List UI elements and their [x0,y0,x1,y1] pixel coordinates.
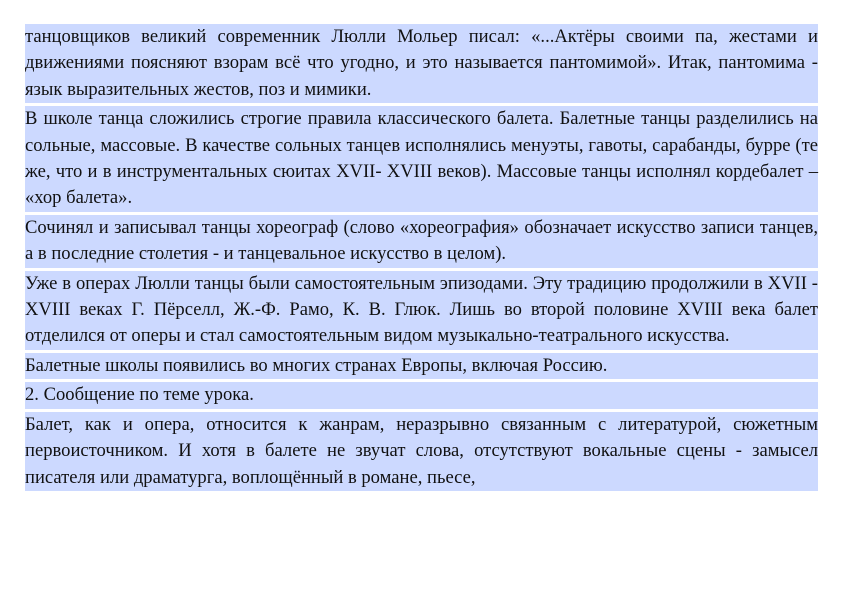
paragraph-lesson-topic: 2. Сообщение по теме урока. [25,382,818,408]
paragraph-ballet-schools: Балетные школы появились во многих странах Европы, включая Россию. [25,353,818,379]
paragraph-pantomime: танцовщиков великий современник Люлли Мольер писал: «...Актёры своими па, жестами и движениями поясняют взорам всё что угодно, и это называется пантомимой». Итак, пантомима - язык выразительных жестов, поз и мимики. [25,24,818,103]
paragraph-ballet-literature: Балет, как и опера, относится к жанрам, неразрывно связанным с литературой, сюжетным первоисточником. И хотя в балете не звучат слова, отсутствуют вокальные сцены - замысел писателя или драматурга, воплощённый в романе, пьесе, [25,412,818,491]
paragraph-opera-history: Уже в операх Люлли танцы были самостоятельным эпизодами. Эту традицию продолжили в XVII - XVIII веках Г. Пёрселл, Ж.-Ф. Рамо, К. В. Глюк. Лишь во второй половине XVIII века балет отделился от оперы и стал самостоятельным видом музыкально-театрального искусства. [25,271,818,350]
paragraph-choreographer: Сочинял и записывал танцы хореограф (слово «хореография» обозначает искусство записи танцев, а в последние столетия - и танцевальное искусство в целом). [25,215,818,268]
paragraph-ballet-rules: В школе танца сложились строгие правила классического балета. Балетные танцы разделились на сольные, массовые. В качестве сольных танцев исполнялись менуэты, гавоты, сарабанды, бурре (те же, что и в инструментальных сюитах XVII- XVIII веков). Массовые танцы исполнял кордебалет – «хор балета». [25,106,818,212]
document-body [25,24,818,494]
